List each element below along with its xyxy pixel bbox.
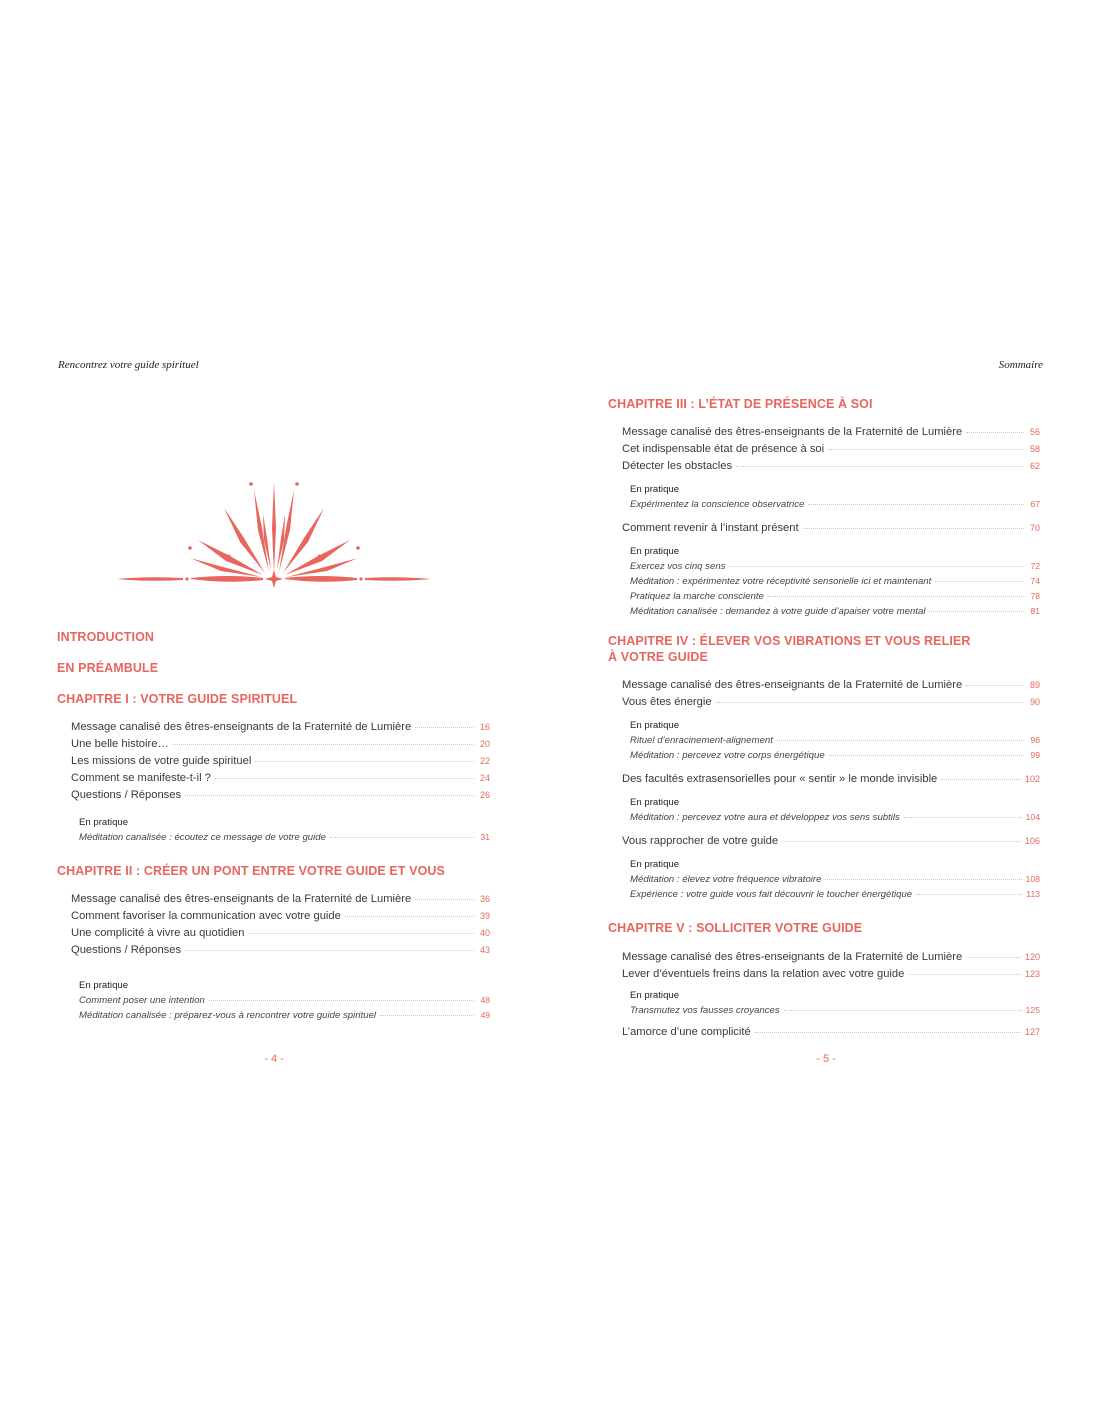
toc-entry-title: Méditation : expérimentez votre réceptivité sensorielle ici et maintenant bbox=[630, 576, 932, 587]
dot-leader bbox=[768, 596, 1024, 597]
dot-leader bbox=[966, 432, 1024, 433]
toc-entry-page: 74 bbox=[1030, 576, 1040, 586]
chapter-4-practice-1 bbox=[630, 719, 1040, 763]
toc-chapter-4-title[interactable] bbox=[608, 633, 1040, 665]
toc-entry[interactable] bbox=[71, 908, 490, 925]
toc-entry-title: Vous rapprocher de votre guide bbox=[622, 835, 779, 847]
running-head-right: Sommaire bbox=[998, 359, 1043, 371]
running-head-left: Rencontrez votre guide spirituel bbox=[58, 359, 199, 371]
dot-leader bbox=[729, 566, 1024, 567]
toc-entry-title: Comment favoriser la communication avec votre guide bbox=[71, 910, 341, 922]
toc-entry-page: 49 bbox=[480, 1010, 490, 1020]
toc-entry-title: L’amorce d’une complicité bbox=[622, 1026, 751, 1038]
toc-entry-page: 62 bbox=[1029, 461, 1040, 471]
dot-leader bbox=[185, 950, 474, 951]
toc-chapter-5-title[interactable]: CHAPITRE V : SOLLICITER VOTRE GUIDE bbox=[608, 921, 863, 935]
dot-leader bbox=[916, 894, 1022, 895]
toc-entry-page: 102 bbox=[1024, 774, 1040, 784]
toc-entry-title: Lever d’éventuels freins dans la relation avec votre guide bbox=[622, 968, 905, 980]
toc-entry-page: 26 bbox=[479, 790, 490, 800]
toc-entry-title: Des facultés extrasensorielles pour « sentir » le monde invisible bbox=[622, 773, 938, 785]
page-number-right: - 5 - bbox=[816, 1053, 836, 1065]
toc-entry-page: 36 bbox=[479, 894, 490, 904]
toc-entry[interactable] bbox=[79, 993, 490, 1008]
dot-leader bbox=[935, 581, 1024, 582]
toc-entry[interactable] bbox=[79, 830, 490, 845]
toc-chapter-1-title[interactable]: CHAPITRE I : VOTRE GUIDE SPIRITUEL bbox=[57, 692, 298, 706]
toc-entry-page: 70 bbox=[1029, 523, 1040, 533]
toc-entry-title: Message canalisé des êtres-enseignants de la Fraternité de Lumière bbox=[622, 951, 963, 963]
toc-entry-title: Une belle histoire… bbox=[71, 738, 169, 750]
practice-heading: En pratique bbox=[79, 817, 129, 828]
toc-entry-title: Méditation canalisée : demandez à votre guide d’apaiser votre mental bbox=[630, 606, 926, 617]
toc-entry-title: Message canalisé des êtres-enseignants de la Fraternité de Lumière bbox=[71, 893, 412, 905]
toc-entry-page: 125 bbox=[1025, 1005, 1040, 1015]
toc-entry-title: Transmutez vos fausses croyances bbox=[630, 1005, 780, 1016]
chapter-1-practice bbox=[79, 816, 490, 845]
toc-introduction[interactable]: INTRODUCTION bbox=[57, 630, 155, 644]
toc-entry-page: 20 bbox=[479, 739, 490, 749]
toc-entry[interactable] bbox=[630, 589, 1040, 604]
toc-entry-page: 90 bbox=[1029, 697, 1040, 707]
right-page bbox=[550, 0, 1100, 1422]
dot-leader bbox=[215, 778, 474, 779]
toc-entry-title: Message canalisé des êtres-enseignants de la Fraternité de Lumière bbox=[622, 679, 963, 691]
toc-entry-title: Cet indispensable état de présence à soi bbox=[622, 443, 825, 455]
chapter-4-entries-3 bbox=[622, 833, 1040, 850]
chapter-3-entries-2 bbox=[622, 520, 1040, 537]
toc-entry[interactable] bbox=[630, 559, 1040, 574]
chapter-5-practice bbox=[630, 989, 1040, 1018]
dot-leader bbox=[249, 933, 475, 934]
toc-entry[interactable] bbox=[630, 497, 1040, 512]
toc-entry-page: 89 bbox=[1029, 680, 1040, 690]
chapter-2-practice bbox=[79, 979, 490, 1023]
dot-leader bbox=[966, 957, 1021, 958]
toc-entry-page: 40 bbox=[479, 928, 490, 938]
dot-leader bbox=[784, 1010, 1022, 1011]
chapter-2-entries bbox=[71, 891, 490, 959]
toc-entry[interactable] bbox=[630, 748, 1040, 763]
dot-leader bbox=[829, 755, 1024, 756]
toc-entry-title: Comment se manifeste-t-il ? bbox=[71, 772, 211, 784]
practice-heading: En pratique bbox=[630, 484, 680, 495]
toc-entry-page: 56 bbox=[1029, 427, 1040, 437]
chapter-5-entries bbox=[622, 949, 1040, 983]
toc-entry-title: Méditation : élevez votre fréquence vibratoire bbox=[630, 874, 822, 885]
toc-entry-page: 48 bbox=[480, 995, 490, 1005]
chapter-4-practice-2 bbox=[630, 796, 1040, 825]
toc-entry-page: 39 bbox=[479, 911, 490, 921]
toc-entry-title: Méditation : percevez votre corps énergétique bbox=[630, 750, 825, 761]
chapter-3-practice-1 bbox=[630, 483, 1040, 512]
toc-entry-page: 31 bbox=[480, 832, 490, 842]
toc-entry[interactable] bbox=[630, 574, 1040, 589]
dot-leader bbox=[716, 702, 1024, 703]
chapter-3-practice-2 bbox=[630, 545, 1040, 619]
toc-entry-title: Comment poser une intention bbox=[79, 995, 205, 1006]
sunburst-ornament-icon bbox=[113, 478, 435, 588]
toc-entry-title: Questions / Réponses bbox=[71, 944, 182, 956]
toc-entry-page: 16 bbox=[479, 722, 490, 732]
dot-leader bbox=[803, 528, 1024, 529]
dot-leader bbox=[904, 817, 1022, 818]
page-number-left: - 4 - bbox=[264, 1053, 284, 1065]
practice-heading: En pratique bbox=[630, 859, 680, 870]
toc-entry[interactable] bbox=[622, 771, 1040, 788]
toc-entry[interactable] bbox=[622, 520, 1040, 537]
toc-entry-page: 127 bbox=[1024, 1027, 1040, 1037]
toc-entry[interactable] bbox=[71, 891, 490, 908]
toc-entry-page: 72 bbox=[1030, 561, 1040, 571]
practice-heading: En pratique bbox=[630, 797, 680, 808]
practice-heading: En pratique bbox=[630, 546, 680, 557]
toc-entry-title: Pratiquez la marche consciente bbox=[630, 591, 764, 602]
toc-entry[interactable] bbox=[622, 677, 1040, 694]
toc-entry[interactable] bbox=[630, 810, 1040, 825]
toc-entry[interactable] bbox=[630, 604, 1040, 619]
chapter-4-title-line-2: À VOTRE GUIDE bbox=[608, 650, 708, 664]
dot-leader bbox=[777, 740, 1024, 741]
toc-entry-title: Expérimentez la conscience observatrice bbox=[630, 499, 805, 510]
toc-entry-title: Comment revenir à l’instant présent bbox=[622, 522, 799, 534]
toc-entry-title: Vous êtes énergie bbox=[622, 696, 712, 708]
toc-entry[interactable] bbox=[71, 925, 490, 942]
toc-entry-page: 43 bbox=[479, 945, 490, 955]
dot-leader bbox=[185, 795, 474, 796]
toc-entry-page: 78 bbox=[1030, 591, 1040, 601]
toc-entry[interactable] bbox=[79, 1008, 490, 1023]
dot-leader bbox=[380, 1015, 474, 1016]
toc-entry-page: 113 bbox=[1026, 889, 1040, 899]
toc-entry[interactable] bbox=[630, 733, 1040, 748]
toc-preamble[interactable]: EN PRÉAMBULE bbox=[57, 661, 159, 675]
chapter-1-entries bbox=[71, 719, 490, 804]
toc-entry-page: 104 bbox=[1025, 812, 1040, 822]
toc-chapter-3-title[interactable]: CHAPITRE III : L’ÉTAT DE PRÉSENCE À SOI bbox=[608, 397, 873, 411]
toc-entry-page: 123 bbox=[1024, 969, 1040, 979]
toc-entry-page: 22 bbox=[479, 756, 490, 766]
dot-leader bbox=[736, 466, 1024, 467]
chapter-4-entries bbox=[622, 677, 1040, 711]
toc-entry[interactable] bbox=[622, 694, 1040, 711]
toc-entry[interactable] bbox=[71, 942, 490, 959]
toc-entry-title: Détecter les obstacles bbox=[622, 460, 733, 472]
toc-entry-title: Méditation canalisée : écoutez ce message de votre guide bbox=[79, 832, 326, 843]
toc-entry-page: 67 bbox=[1030, 499, 1040, 509]
toc-entry-page: 24 bbox=[479, 773, 490, 783]
right-toc bbox=[608, 396, 1040, 1041]
toc-chapter-2-title[interactable]: CHAPITRE II : CRÉER UN PONT ENTRE VOTRE GUIDE ET VOUS bbox=[57, 864, 445, 878]
toc-entry-title: Rituel d’enracinement-alignement bbox=[630, 735, 773, 746]
toc-entry-page: 58 bbox=[1029, 444, 1040, 454]
toc-entry[interactable] bbox=[622, 441, 1040, 458]
toc-entry[interactable] bbox=[630, 872, 1040, 887]
dot-leader bbox=[255, 761, 474, 762]
toc-entry-title: Méditation : percevez votre aura et développez vos sens subtils bbox=[630, 812, 900, 823]
toc-entry[interactable] bbox=[622, 833, 1040, 850]
practice-heading: En pratique bbox=[630, 990, 680, 1001]
toc-entry-page: 108 bbox=[1025, 874, 1040, 884]
toc-entry-title: Expérience : votre guide vous fait découvrir le toucher énergétique bbox=[630, 889, 913, 900]
toc-entry-title: Méditation canalisée : préparez-vous à rencontrer votre guide spirituel bbox=[79, 1010, 377, 1021]
toc-entry[interactable] bbox=[622, 966, 1040, 983]
toc-entry-title: Questions / Réponses bbox=[71, 789, 182, 801]
chapter-4-practice-3 bbox=[630, 858, 1040, 902]
dot-leader bbox=[908, 974, 1021, 975]
toc-entry-page: 120 bbox=[1024, 952, 1040, 962]
dot-leader bbox=[209, 1000, 474, 1001]
toc-entry[interactable] bbox=[622, 458, 1040, 475]
toc-entry-page: 81 bbox=[1030, 606, 1040, 616]
toc-entry-page: 96 bbox=[1030, 735, 1040, 745]
dot-leader bbox=[966, 685, 1024, 686]
toc-entry[interactable] bbox=[71, 787, 490, 804]
left-toc bbox=[57, 629, 490, 1023]
chapter-4-entries-2 bbox=[622, 771, 1040, 788]
toc-entry[interactable] bbox=[71, 753, 490, 770]
toc-entry-title: Une complicité à vivre au quotidien bbox=[71, 927, 245, 939]
chapter-4-title-line-1: CHAPITRE IV : ÉLEVER VOS VIBRATIONS ET VOUS RELIER bbox=[608, 634, 971, 648]
dot-leader bbox=[330, 837, 474, 838]
toc-entry[interactable] bbox=[71, 719, 490, 736]
toc-entry-title: Exercez vos cinq sens bbox=[630, 561, 726, 572]
toc-entry-page: 106 bbox=[1024, 836, 1040, 846]
toc-entry[interactable] bbox=[630, 1003, 1040, 1018]
chapter-5-entries-2 bbox=[622, 1024, 1040, 1041]
dot-leader bbox=[941, 779, 1021, 780]
dot-leader bbox=[929, 611, 1024, 612]
dot-leader bbox=[173, 744, 474, 745]
dot-leader bbox=[808, 504, 1024, 505]
toc-entry-title: Les missions de votre guide spirituel bbox=[71, 755, 252, 767]
dot-leader bbox=[825, 879, 1021, 880]
toc-entry[interactable] bbox=[71, 770, 490, 787]
toc-entry-page: 99 bbox=[1030, 750, 1040, 760]
toc-entry[interactable] bbox=[630, 887, 1040, 902]
toc-entry[interactable] bbox=[622, 949, 1040, 966]
dot-leader bbox=[345, 916, 474, 917]
practice-heading: En pratique bbox=[79, 980, 129, 991]
practice-heading: En pratique bbox=[630, 720, 680, 731]
dot-leader bbox=[755, 1032, 1021, 1033]
toc-entry-title: Message canalisé des êtres-enseignants de la Fraternité de Lumière bbox=[71, 721, 412, 733]
dot-leader bbox=[828, 449, 1024, 450]
toc-entry[interactable] bbox=[622, 1024, 1040, 1041]
dot-leader bbox=[415, 899, 474, 900]
chapter-3-entries bbox=[622, 424, 1040, 475]
dot-leader bbox=[782, 841, 1021, 842]
dot-leader bbox=[415, 727, 474, 728]
toc-entry[interactable] bbox=[71, 736, 490, 753]
toc-entry-title: Message canalisé des êtres-enseignants de la Fraternité de Lumière bbox=[622, 426, 963, 438]
toc-entry[interactable] bbox=[622, 424, 1040, 441]
